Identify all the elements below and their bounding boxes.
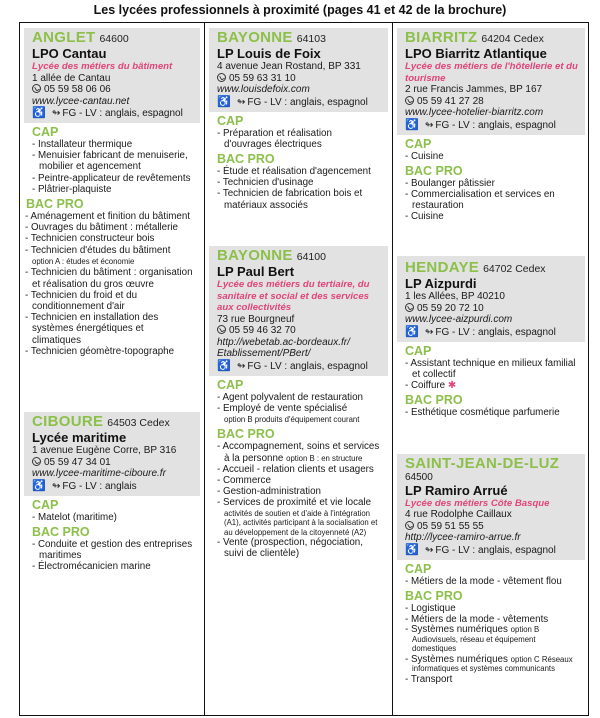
address: 1 les Allées, BP 40210 [405,291,505,302]
option-note: activités de soutien et d'aide à l'intégration (A1), activités participant à la socialisation et au développement de la citoyenneté (A2) [224,508,378,537]
city-name: BAYONNE 64100 [217,247,326,264]
phone-icon [217,73,226,82]
list-item: - Technicien de fabrication bois et matériaux associés [217,188,382,210]
school-card-hendaye [397,256,585,442]
phone: 05 59 41 27 28 [405,96,579,108]
website-link[interactable]: www.lycee-hotelier-biarritz.com [405,107,544,118]
phone: 05 59 51 55 55 [405,521,579,533]
address: 2 rue Francis Jammes, BP 167 [405,84,543,95]
phone-icon [405,521,414,530]
section-bac-pro: BAC PRO [405,393,463,408]
section-bac-pro: BAC PRO [405,163,463,178]
school-name: LP Louis de Foix [217,46,321,61]
phone-icon [405,303,414,312]
list-item: - Boulanger pâtissier [405,178,579,189]
school-card-bayonne-paul-bert [209,246,388,608]
list-item: - Coiffure ✱ [405,380,579,391]
list-item: - Aménagement et finition du bâtiment [25,211,194,222]
address: 4 rue Rodolphe Caillaux [405,509,512,520]
section-bac-pro: BAC PRO [32,524,90,539]
list-item: - Technicien d'usinage [217,177,382,188]
phone: 05 59 20 72 10 [405,303,579,315]
list-item: - Ouvrages du bâtiment : métallerie [25,222,194,233]
school-name: LP Aizpurdi [405,276,477,291]
access-info: ♿ ↬ FG - LV : anglais, espagnol [217,359,368,372]
list-item: - Technicien du bâtiment : organisation et réalisation du gros œuvre [25,267,194,289]
address: 1 allée de Cantau [32,72,111,84]
list-item: - Gestion-administration [217,486,382,497]
address: 4 avenue Jean Rostand, BP 331 [217,61,361,72]
school-card-biarritz [397,28,585,242]
wheelchair-icon: ♿ [32,107,46,119]
school-card-anglet [24,28,200,404]
list-item: - Plâtrier-plaquiste [32,184,194,195]
list-item: - Services de proximité et vie locale [217,497,382,508]
website-link[interactable]: www.lycee-maritime-ciboure.fr [32,468,166,479]
section-cap: CAP [405,561,432,576]
section-cap: CAP [405,343,432,358]
list-item: - Vente (prospection, négociation, suivi de clientèle) [217,537,382,559]
website-link[interactable]: http://lycee-ramiro-arrue.fr [405,532,521,543]
phone: 05 59 46 32 70 [217,325,382,337]
list-item: - Technicien constructeur bois [25,233,194,244]
section-cap: CAP [217,113,244,128]
option-note: option A : études et économie [32,256,135,266]
phone: 05 59 58 06 06 [32,84,194,96]
list-item: - Peintre-applicateur de revêtements [32,173,194,184]
language-icon: ↬ [425,544,434,556]
website-link[interactable]: www.lycee-cantau.net [32,95,130,107]
option-note: option B produits d'équipement courant [224,414,360,424]
access-info: ♿ ↬ FG - LV : anglais, espagnol [217,95,368,108]
access-info: ♿ ↬ FG - LV : anglais, espagnol [405,543,556,556]
list-item: - Commerce [217,475,382,486]
list-item: - Employé de vente spécialisé [217,403,382,414]
list-item: - Esthétique cosmétique parfumerie [405,407,579,418]
page-title: Les lycées professionnels à proximité (pages 41 et 42 de la brochure) [93,3,507,17]
phone-icon [32,84,41,93]
language-icon: ↬ [237,360,246,372]
list-item: - Logistique [405,603,579,614]
list-item: - Cuisine [405,211,579,222]
list-item: - Préparation et réalisation d'ouvrages électriques [217,128,382,150]
city-name: CIBOURE 64503 Cedex [32,413,170,430]
list-item: - Métiers de la mode - vêtements [405,614,579,625]
school-name: LP Paul Bert [217,264,295,279]
list-item: - Assistant technique en milieux familial et collectif [405,358,579,380]
school-subtitle: Lycée des métiers de l'hôtellerie et du tourisme [405,61,578,84]
list-item: - Conduite et gestion des entreprises maritimes [32,539,194,561]
access-info: ♿ ↬ FG - LV : anglais, espagnol [405,118,556,131]
phone-icon [405,96,414,105]
phone: 05 59 63 31 10 [217,73,382,85]
phone: 05 59 47 34 01 [32,457,194,469]
wheelchair-icon: ♿ [405,325,419,338]
language-icon: ↬ [52,108,61,119]
list-item: - Technicien du froid et du conditionnement d'air [25,290,194,312]
section-bac-pro: BAC PRO [405,588,463,603]
section-cap: CAP [32,497,59,512]
website-link[interactable]: http://webetab.ac-bordeaux.fr/ Etablissement/PBert/ [217,336,350,359]
school-card-bayonne-louis-de-foix [209,28,388,234]
section-cap: CAP [217,377,244,392]
list-item: - Technicien géomètre-topographe [25,346,194,357]
list-item: - Accueil - relation clients et usagers [217,464,382,475]
language-icon: ↬ [425,326,434,338]
website-link[interactable]: www.louisdefoix.com [217,84,310,95]
school-name: Lycée maritime [32,430,127,445]
language-icon: ↬ [425,119,434,131]
language-icon: ↬ [52,480,61,492]
list-item: - Commercialisation et services en restauration [405,189,579,211]
address: 73 rue Bourgneuf [217,313,295,325]
phone-icon [32,457,41,466]
school-subtitle: Lycée des métiers du tertiaire, du sanitaire et social et des services aux collectivités [217,279,370,313]
access-info: ♿ ↬ FG - LV : anglais [32,479,137,492]
address: 1 avenue Eugène Corre, BP 316 [32,445,177,456]
city-name: BIARRITZ 64204 Cedex [405,29,544,46]
school-name: LP Ramiro Arrué [405,482,508,498]
wheelchair-icon: ♿ [217,359,231,372]
website-link[interactable]: www.lycee-aizpurdi.com [405,314,513,325]
list-item: - Installateur thermique [32,139,194,150]
section-bac-pro: BAC PRO [217,151,275,166]
list-item: - Agent polyvalent de restauration [217,392,382,403]
list-item: - Cuisine [405,151,579,162]
city-name: BAYONNE 64103 [217,29,326,46]
list-item: - Systèmes numériques option B Audiovisuels, réseau et équipement domestiques [405,625,579,654]
school-name: LPO Biarritz Atlantique [405,46,547,61]
city-name: HENDAYE 64702 Cedex [405,259,546,276]
city-name: ANGLET 64600 [32,29,129,46]
school-subtitle: Lycée des métiers du bâtiment [32,61,173,72]
language-icon: ↬ [237,96,246,108]
wheelchair-icon: ♿ [217,95,231,108]
wheelchair-icon: ♿ [405,543,419,556]
list-item: - Transport [405,674,579,685]
asterisk-icon: ✱ [447,379,457,391]
school-subtitle: Lycée des métiers Côte Basque [405,497,550,509]
list-item: - Menuisier fabricant de menuiserie, mobilier et agencement [32,150,194,172]
section-cap: CAP [32,125,59,139]
column-divider [392,22,393,716]
school-card-saint-jean-de-luz [397,454,585,712]
list-item: - Électromécanicien marine [32,561,194,572]
list-item: - Métiers de la mode - vêtement flou [405,576,579,587]
list-item: - Technicien en installation des systèmes énergétiques et climatiques [25,312,194,346]
section-cap: CAP [405,136,432,151]
access-info: ♿ ↬ FG - LV : anglais, espagnol [32,107,183,119]
school-name: LPO Cantau [32,46,107,61]
zip-code: 64500 [405,472,433,483]
section-bac-pro: BAC PRO [217,427,275,442]
city-name: SAINT-JEAN-DE-LUZ [405,455,560,472]
list-item: - Accompagnement, soins et services à la personne option B : en structure [217,441,382,463]
list-item: - Matelot (maritime) [32,512,194,523]
phone-icon [217,325,226,334]
wheelchair-icon: ♿ [32,479,46,492]
wheelchair-icon: ♿ [405,118,419,131]
list-item: - Technicien d'études du bâtiment [25,245,194,256]
list-item: - Systèmes numériques option C Réseaux informatiques et systèmes communicants [405,655,579,674]
section-bac-pro: BAC PRO [26,197,84,212]
column-divider [204,22,205,716]
list-item: - Étude et réalisation d'agencement [217,166,382,177]
school-card-ciboure [24,412,200,592]
access-info: ♿ ↬ FG - LV : anglais, espagnol [405,325,556,338]
